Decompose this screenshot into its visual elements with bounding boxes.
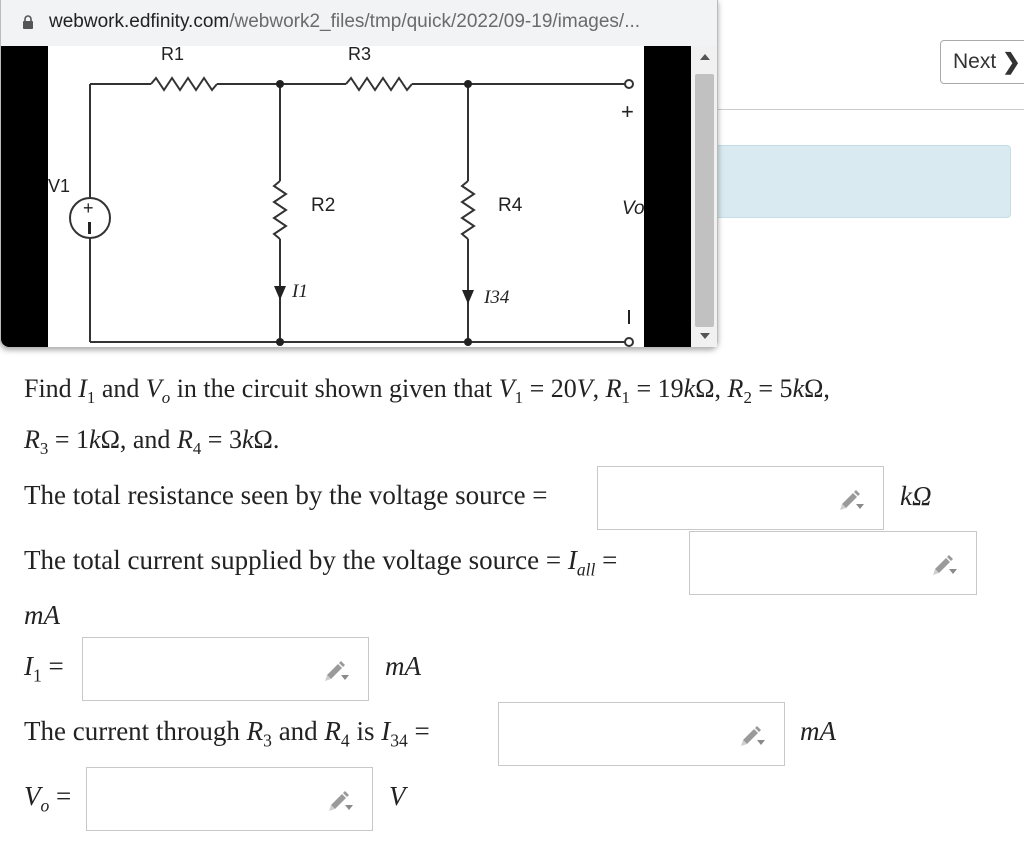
v1-label: V1 <box>48 176 71 196</box>
chevron-right-icon: ❯ <box>1002 49 1021 74</box>
r4-label: R4 <box>498 195 523 216</box>
next-button[interactable] <box>940 40 1024 84</box>
pencil-icon <box>324 658 350 682</box>
scroll-down-arrow-icon[interactable] <box>700 333 710 339</box>
plus-label: + <box>621 99 634 124</box>
address-bar[interactable] <box>1 0 717 46</box>
q1-prompt: The total resistance seen by the voltage source = <box>24 480 548 510</box>
q2-prompt-line: The total current supplied by the voltage source = $I_{all}$ = <box>24 545 618 580</box>
pencil-icon <box>932 552 958 576</box>
pencil-icon <box>839 487 865 511</box>
circuit-diagram <box>1 46 691 347</box>
problem-line-1: Find $I_1$ and $V_o$ in the circuit shown given that $V_1 = 20V$, $R_1 = 19k\Omega$, $R_2 = 5k\Omega$, <box>24 374 830 408</box>
pencil-icon <box>740 723 766 747</box>
url-text <box>49 11 640 33</box>
q1-unit: kΩ <box>900 481 932 511</box>
r2-label: R2 <box>311 195 336 216</box>
scroll-thumb[interactable] <box>695 74 714 327</box>
r1-label: R1 <box>161 46 185 64</box>
q2-math: I <box>567 545 577 575</box>
minus-label <box>628 310 630 324</box>
popup-scrollbar[interactable] <box>692 46 717 347</box>
q4-prompt-line: The current through $R_3$ and $R_4$ is $I_{34}$ = <box>24 716 430 751</box>
i34-label: I34 <box>484 287 510 308</box>
divider <box>700 109 1024 110</box>
image-popup-window <box>0 0 718 348</box>
q3-label: $I_1$ = <box>24 651 64 686</box>
q2-unit: mA <box>24 600 60 630</box>
q5-label: $V_o$ = <box>24 781 72 816</box>
i34-input[interactable] <box>498 702 785 766</box>
q3-unit: mA <box>385 651 421 681</box>
info-box <box>700 145 1011 218</box>
url-host: webwork.edfinity.com <box>49 11 230 32</box>
vo-input[interactable] <box>86 767 373 831</box>
pencil-icon <box>328 788 354 812</box>
next-label: Next <box>953 50 997 73</box>
q5-unit: V <box>389 781 406 811</box>
url-path: /webwork2_files/tmp/quick/2022/09-19/images/... <box>229 11 641 32</box>
lock-icon <box>22 15 34 29</box>
vo-label: Vo <box>622 198 645 219</box>
r3-label: R3 <box>348 46 372 64</box>
problem-line-2: $R_3 = 1k\Omega$, and $R_4 = 3k\Omega$. <box>24 425 280 459</box>
total-current-input[interactable] <box>689 531 977 595</box>
problem-statement <box>24 368 830 470</box>
source-plus: + <box>83 198 94 218</box>
scroll-up-arrow-icon[interactable] <box>700 54 710 60</box>
total-resistance-input[interactable] <box>597 466 884 530</box>
q4-unit: mA <box>800 716 836 746</box>
i1-label: I1 <box>292 281 308 302</box>
circuit-image <box>1 46 691 347</box>
i1-input[interactable] <box>82 637 369 701</box>
